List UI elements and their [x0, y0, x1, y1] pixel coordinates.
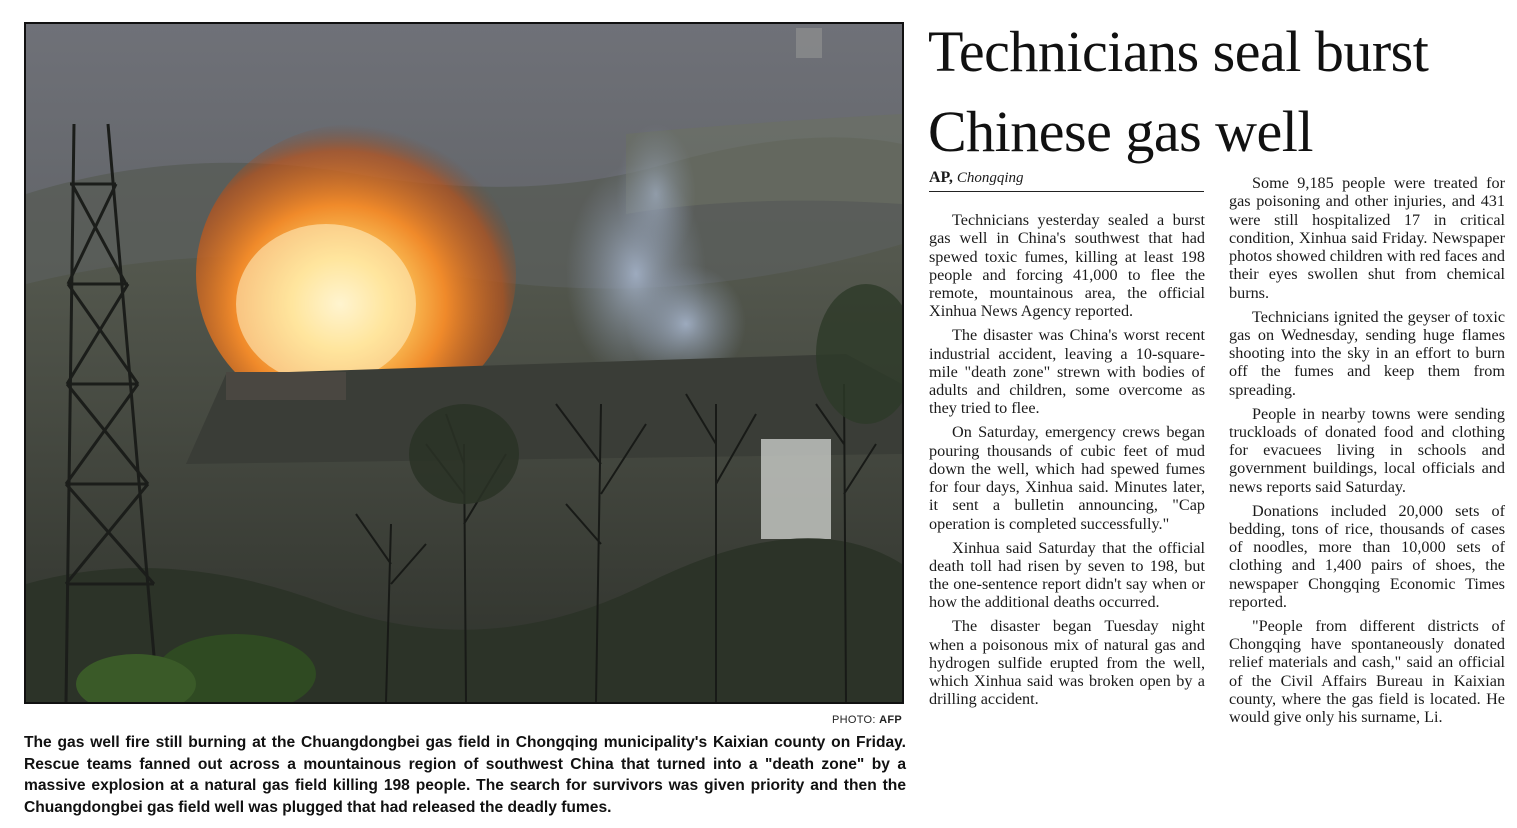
- headline-line-1: Technicians seal burst: [928, 19, 1429, 84]
- paragraph: On Saturday, emergency crews began pouring thousands of cubic feet of mud down the well, which had spewed fumes for four days, Xinhua said. Minutes later, it sent a bulletin announcing, "Cap operation is completed successfully.": [929, 423, 1205, 533]
- article-column-2: [1229, 174, 1505, 732]
- photo-credit: [700, 714, 902, 726]
- paragraph: People in nearby towns were sending truckloads of donated food and clothing for evacuees living in schools and government buildings, local officials and news reports said Saturday.: [1229, 404, 1505, 496]
- headline: [928, 12, 1513, 172]
- gas-fire-illustration: [26, 24, 902, 702]
- paragraph: Donations included 20,000 sets of bedding, tons of rice, thousands of cases of noodles, more than 10,000 sets of clothing and 1,400 pairs of shoes, the newspaper Chongqing Economic Times reported.: [1229, 501, 1505, 612]
- paragraph: The disaster began Tuesday night when a poisonous mix of natural gas and hydrogen sulfide erupted from the well, which Xinhua said was broken open by a drilling accident.: [929, 617, 1205, 709]
- photo-credit-prefix: PHOTO:: [831, 714, 876, 726]
- paragraph: Technicians ignited the geyser of toxic gas on Wednesday, sending huge flames shooting into the sky in an effort to burn off the fumes and keep them from spreading.: [1229, 307, 1505, 399]
- news-photo: [24, 22, 904, 704]
- byline-agency: AP,: [929, 169, 953, 186]
- paragraph: "People from different districts of Chongqing have spontaneously donated relief materials and cash," said an official of the Civil Affairs Bureau in Kaixian county, where the gas field is located. He would give only his surname, Li.: [1229, 616, 1505, 727]
- paragraph: The disaster was China's worst recent industrial accident, leaving a 10-square-mile "death zone" strewn with bodies of adults and children, some overcome as they tried to flee.: [929, 326, 1205, 418]
- byline: [929, 169, 1204, 192]
- byline-dateline: Chongqing: [956, 170, 1024, 186]
- headline-line-2: Chinese gas well: [928, 99, 1314, 164]
- paragraph: Xinhua said Saturday that the official death toll had risen by seven to 198, but the one-sentence report didn't say when or how the additional deaths occurred.: [929, 538, 1205, 612]
- paragraph: Some 9,185 people were treated for gas poisoning and other injuries, and 431 were still hospitalized 17 in critical condition, Xinhua said Friday. Newspaper photos showed children with red faces and their eyes swollen shut from chemical burns.: [1229, 174, 1506, 302]
- article-column-1: [929, 211, 1205, 714]
- paragraph: Technicians yesterday sealed a burst gas well in China's southwest that had spewed toxic fumes, killing at least 198 people and forcing 41,000 to flee the remote, mountainous area, the official Xinhua News Agency reported.: [929, 211, 1205, 321]
- photo-caption: The gas well fire still burning at the Chuangdongbei gas field in Chongqing municipality's Kaixian county on Friday. Rescue teams fanned out across a mountainous region of southwest China that turned into a "death zone" by a massive explosion at a natural gas field killing 198 people. The search for survivors was given priority and then the Chuangdongbei gas field well was plugged that had released the deadly fumes.: [24, 734, 906, 816]
- photo-credit-source: AFP: [879, 714, 902, 726]
